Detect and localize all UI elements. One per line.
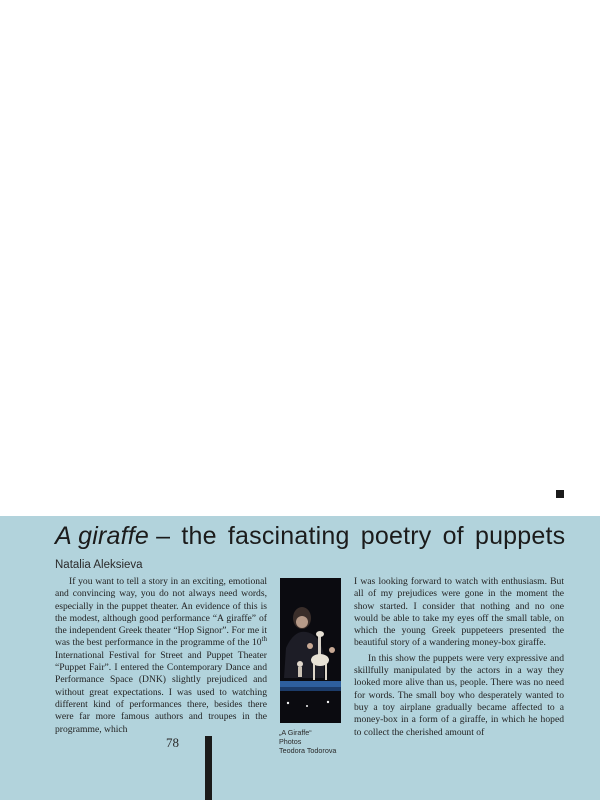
- left-paragraph-part-2: International Festival for Street and Puppet Theater “Puppet Fair”. I entered the Contemporary Dance and Performance Space (DNK) slightly prejudiced and without great expectations. I was used to watching different kind of performances there, besides there were far more famous authors and troupes in the programme, which: [55, 649, 267, 735]
- photo-caption-credit: Teodora Todorova: [279, 746, 337, 755]
- puppet-show-illustration: [280, 578, 341, 723]
- photo-caption-title: „A Giraffe“: [279, 728, 312, 737]
- page-number: 78: [166, 735, 179, 750]
- article-title: [55, 522, 575, 551]
- article-title-italic: A giraffe: [55, 522, 149, 550]
- photo-caption-label: Photos: [279, 737, 302, 746]
- left-text-column: [55, 576, 267, 736]
- article-author: Natalia Aleksieva: [55, 559, 143, 571]
- decorative-square-marker: [556, 490, 564, 498]
- left-paragraph: [55, 576, 267, 736]
- performance-photo: [280, 578, 341, 723]
- right-text-column: [354, 576, 564, 739]
- photo-caption: [279, 728, 336, 755]
- article-title-rest: – the fascinating poetry of puppets: [156, 522, 566, 550]
- right-paragraph-2: In this show the puppets were very expressive and skillfully manipulated by the actors in a way they looked more alive than us, people. There was no need for words. The small boy who desperately wanted to buy a toy airplane gradually became affected to a money-box in a form of a giraffe, in which he hoped to collect the cherished amount of: [354, 652, 564, 738]
- right-paragraph-1: I was looking forward to watch with enthusiasm. But all of my prejudices were gone in the moment the show started. I consider that nothing and no one would be able to take my eyes off the small table, on which the young Greek puppeteers presented the beautiful story of a wandering money-box giraffe.: [354, 576, 564, 649]
- left-paragraph-part-1: If you want to tell a story in an exciting, emotional and convincing way, you do not always need words, especially in the puppet theater. An evidence of this is the modest, although good performance “A giraffe” of the independent Greek theater “Hop Signor”. For me it was the best performance in the programme of the 10: [55, 576, 267, 649]
- decorative-vertical-bar: [205, 736, 212, 800]
- ordinal-suffix: th: [261, 635, 267, 644]
